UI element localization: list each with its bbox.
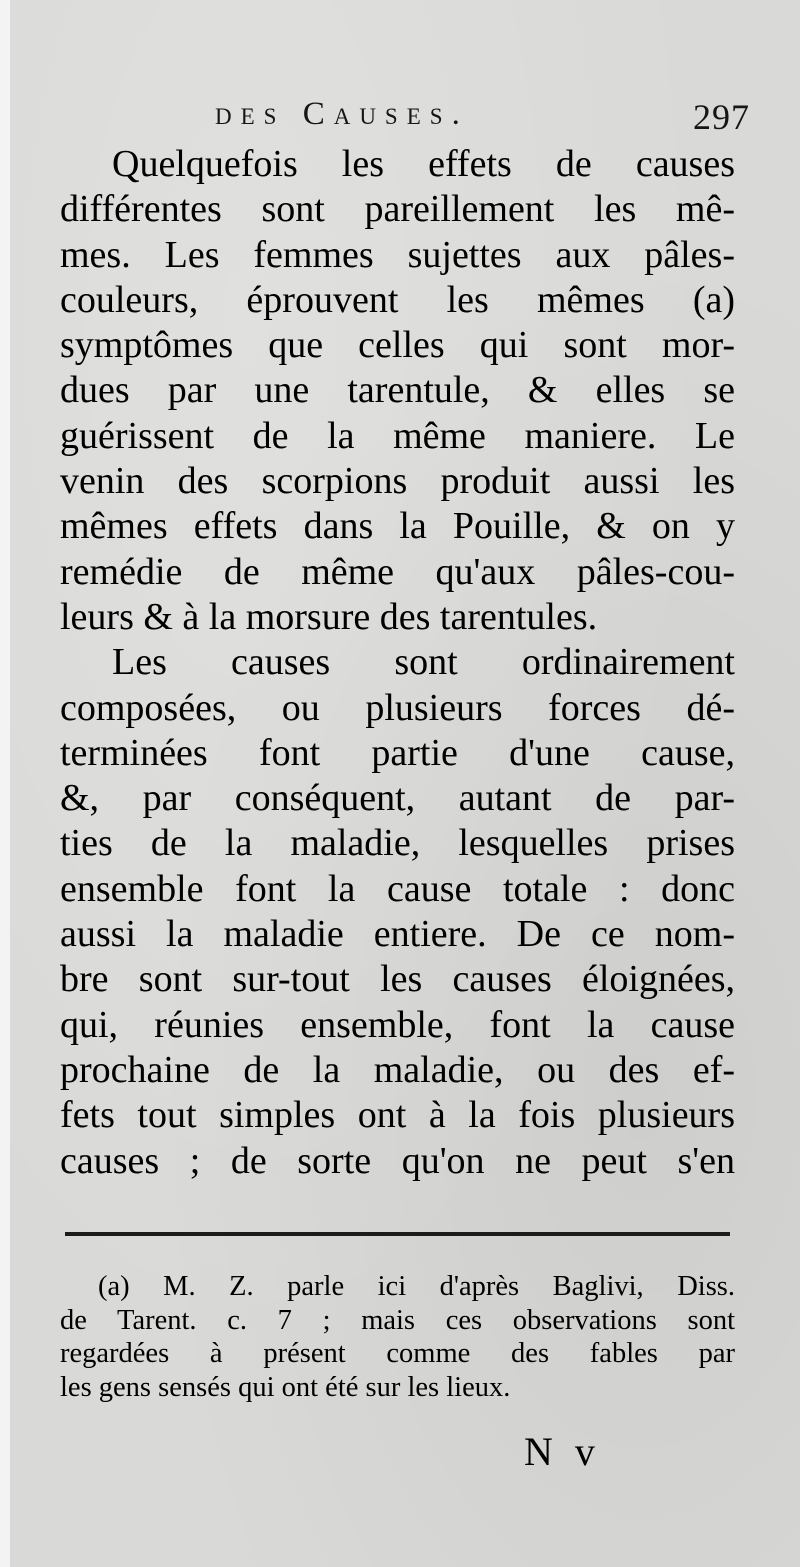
footnote-line: (a) M. Z. parle ici d'après Baglivi, Diss.: [98, 1271, 735, 1302]
footnote-rule: [65, 1232, 730, 1236]
page-gutter: [0, 0, 10, 1567]
text-line: composées, ou plusieurs forces dé-: [60, 686, 735, 729]
page-header: [215, 96, 750, 146]
text-line: remédie de même qu'aux pâles-cou-: [60, 550, 735, 593]
text-line: mes. Les femmes sujettes aux pâles-: [60, 233, 735, 276]
text-line: qui, réunies ensemble, font la cause: [60, 1003, 735, 1046]
text-line: leurs & à la morsure des tarentules.: [60, 595, 598, 638]
text-line: causes ; de sorte qu'on ne peut s'en: [60, 1139, 735, 1182]
signature-mark: N v: [524, 1429, 601, 1474]
text-line: guérissent de la même maniere. Le: [60, 414, 735, 457]
text-line: couleurs, éprouvent les mêmes (a): [60, 278, 735, 321]
text-line: venin des scorpions produit aussi les: [60, 460, 735, 503]
text-line: fets tout simples ont à la fois plusieurs: [60, 1094, 735, 1137]
footnote-line: de Tarent. c. 7 ; mais ces observations sont: [60, 1304, 735, 1336]
text-line: mêmes effets dans la Pouille, & on y: [60, 505, 735, 548]
footnote-line: les gens sensés qui ont été sur les lieux.: [60, 1371, 511, 1403]
text-line: symptômes que celles qui sont mor-: [60, 324, 735, 367]
text-line: Les causes sont ordinairement: [112, 641, 735, 684]
footnote: [60, 1270, 735, 1404]
text-line: terminées font partie d'une cause,: [60, 731, 735, 774]
body-text: [60, 142, 735, 1184]
text-line: Quelquefois les effets de causes: [112, 143, 735, 185]
text-line: prochaine de la maladie, ou des ef-: [60, 1048, 735, 1091]
footnote-line: regardées à présent comme des fables par: [60, 1338, 735, 1369]
page-number: 297: [693, 97, 750, 137]
text-line: différentes sont pareillement les mê-: [60, 188, 735, 231]
text-line: bre sont sur-tout les causes éloignées,: [60, 958, 735, 1001]
text-line: ensemble font la cause totale : donc: [60, 867, 735, 910]
text-line: dues par une tarentule, & elles se: [60, 369, 735, 412]
text-line: &, par conséquent, autant de par-: [60, 777, 735, 820]
text-line: aussi la maladie entiere. De ce nom-: [60, 913, 735, 956]
running-title: des Causes.: [215, 96, 469, 132]
text-line: ties de la maladie, lesquelles prises: [60, 822, 735, 865]
